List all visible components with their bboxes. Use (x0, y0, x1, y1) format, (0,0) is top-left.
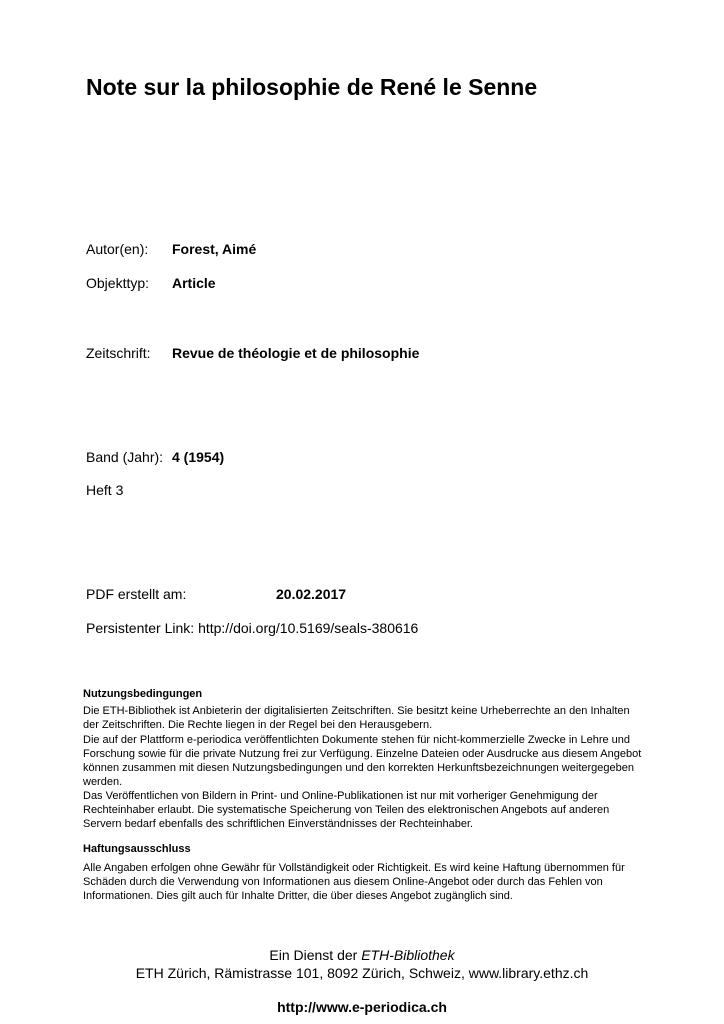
persistent-link (86, 620, 418, 636)
volume-label: Band (Jahr): (86, 449, 164, 465)
terms-paragraph: Die ETH-Bibliothek ist Anbieterin der digitalisierten Zeitschriften. Sie besitzt keine Urheberrechte an den Inhalten der Zeitschriften. Die Rechte liegen in der Regel bei den Herausgebern. (83, 705, 630, 731)
footer-service-name: ETH-Bibliothek (361, 947, 455, 963)
journal-value: Revue de théologie et de philosophie (172, 345, 420, 361)
footer-url-link[interactable]: http://www.e-periodica.ch (277, 999, 447, 1015)
disclaimer-text: Alle Angaben erfolgen ohne Gewähr für Vollständigkeit oder Richtigkeit. Es wird keine Haftung übernommen für Schäden durch die Verwendung von Informationen aus diesem Online-Angebot oder durch das Fehlen von Informationen. Dies gilt auch für Inhalte Dritter, die über dieses Angebot zugänglich sind. (83, 862, 625, 902)
document-title: Note sur la philosophie de René le Senne (86, 74, 538, 100)
pdf-created-label: PDF erstellt am: (86, 586, 187, 602)
persistent-link-url[interactable]: http://doi.org/10.5169/seals-380616 (198, 620, 419, 636)
type-value: Article (172, 275, 216, 291)
journal-label: Zeitschrift: (86, 345, 151, 361)
volume-value: 4 (1954) (172, 449, 225, 465)
terms-paragraph: Das Veröffentlichen von Bildern in Print- und Online-Publikationen ist nur mit vorheriger Genehmigung der Rechteinhaber erlaubt. Die systematische Speicherung von Teilen des elektronischen Angebots auf anderen Servern bedarf ebenfalls des schriftlichen Einverständnisses der Rechteinhaber. (83, 790, 610, 830)
type-label: Objekttyp: (86, 275, 150, 291)
footer-service (0, 947, 724, 963)
footer-address: ETH Zürich, Rämistrasse 101, 8092 Zürich, Schweiz, www.library.ethz.ch (135, 965, 589, 981)
footer-service-prefix: Ein Dienst der (269, 947, 362, 963)
author-label: Autor(en): (86, 241, 149, 257)
persistent-link-label: Persistenter Link: (86, 620, 195, 636)
disclaimer-heading: Haftungsausschluss (83, 843, 191, 855)
issue-label: Heft 3 (86, 482, 124, 498)
terms-paragraph: Die auf der Plattform e-periodica veröffentlichten Dokumente stehen für nicht-kommerzielle Zwecke in Lehre und Forschung sowie für die private Nutzung frei zur Verfügung. Einzelne Dateien oder Ausdrucke aus diesem Angebot können zusammen mit diesen Nutzungsbedingungen und den korrekten Herkunftsbezeichnungen weitergegeben werden. (83, 734, 642, 788)
pdf-created-value: 20.02.2017 (276, 586, 347, 602)
footer-url-container (0, 999, 724, 1015)
terms-heading: Nutzungsbedingungen (83, 688, 203, 700)
author-value: Forest, Aimé (172, 241, 257, 257)
